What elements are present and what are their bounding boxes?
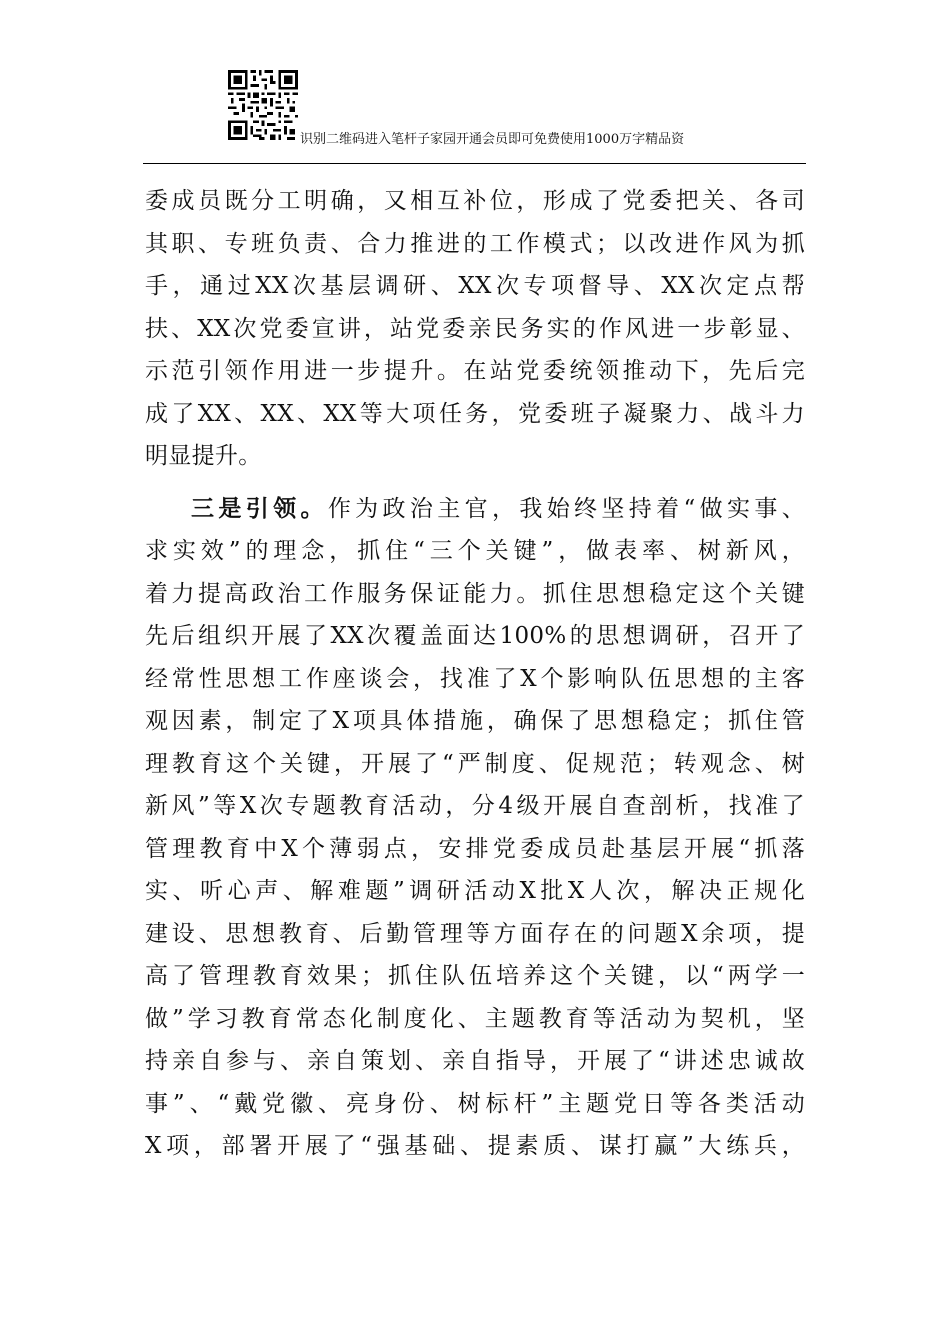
header-divider	[143, 163, 806, 164]
paragraph-line: 高了管理教育效果；抓住队伍培养这个关键，以“两学一	[145, 963, 805, 989]
paragraph-line: 手，通过XX次基层调研、XX次专项督导、XX次定点帮	[145, 273, 805, 299]
paragraph-line: 委成员既分工明确，又相互补位，形成了党委把关、各司	[145, 188, 805, 214]
paragraph-first-line	[145, 488, 805, 531]
paragraph-line: 管理教育中X个薄弱点，安排党委成员赴基层开展“抓落	[145, 835, 805, 862]
paragraph-2	[145, 488, 805, 1168]
paragraph-line: 理教育这个关键，开展了“严制度、促规范；转观念、树	[145, 750, 805, 777]
document-body	[145, 180, 805, 1168]
header-promo-text: 识别二维码进入笔杆子家园开通会员即可免费使用1000万字精品资	[300, 132, 685, 147]
paragraph-line: 扶、XX次党委宣讲，站党委亲民务实的作风进一步彰显、	[145, 315, 805, 342]
paragraph-gap	[145, 478, 805, 488]
paragraph-line: 实、听心声、解难题”调研活动X批X人次，解决正规化	[145, 878, 805, 904]
paragraph-line: 持亲自参与、亲自策划、亲自指导，开展了“讲述忠诚故	[145, 1048, 805, 1074]
paragraph-line: 事”、“戴党徽、亮身份、树标杆”主题党日等各类活动	[145, 1090, 805, 1117]
paragraph-line: 经常性思想工作座谈会，找准了X个影响队伍思想的主客	[145, 665, 805, 692]
paragraph-first-line-text: 作为政治主官，我始终坚持着“做实事、	[327, 495, 805, 522]
qr-code-icon	[228, 70, 298, 140]
paragraph-line: 明显提升。	[145, 443, 262, 469]
paragraph-line: 着力提高政治工作服务保证能力。抓住思想稳定这个关键	[145, 580, 805, 607]
paragraph-lead: 三是引领。	[191, 495, 328, 522]
qr-code-graphic	[228, 70, 298, 140]
paragraph-line: 建设、思想教育、后勤管理等方面存在的问题X余项，提	[145, 920, 805, 947]
paragraph-line: 成了XX、XX、XX等大项任务，党委班子凝聚力、战斗力	[145, 400, 805, 427]
paragraph-line: 做”学习教育常态化制度化、主题教育等活动为契机，坚	[145, 1005, 805, 1032]
paragraph-line: 先后组织开展了XX次覆盖面达100%的思想调研，召开了	[145, 623, 805, 649]
paragraph-line: 示范引领作用进一步提升。在站党委统领推动下，先后完	[145, 358, 805, 384]
paragraph-line: X项，部署开展了“强基础、提素质、谋打赢”大练兵，	[145, 1133, 805, 1159]
paragraph-line: 求实效”的理念，抓住“三个关键”，做表率、树新风，	[145, 538, 805, 564]
paragraph-1	[145, 180, 805, 478]
paragraph-line: 其职、专班负责、合力推进的工作模式；以改进作风为抓	[145, 230, 805, 257]
paragraph-line: 新风”等X次专题教育活动，分4级开展自查剖析，找准了	[145, 793, 805, 819]
paragraph-line: 观因素，制定了X项具体措施，确保了思想稳定；抓住管	[145, 708, 805, 734]
